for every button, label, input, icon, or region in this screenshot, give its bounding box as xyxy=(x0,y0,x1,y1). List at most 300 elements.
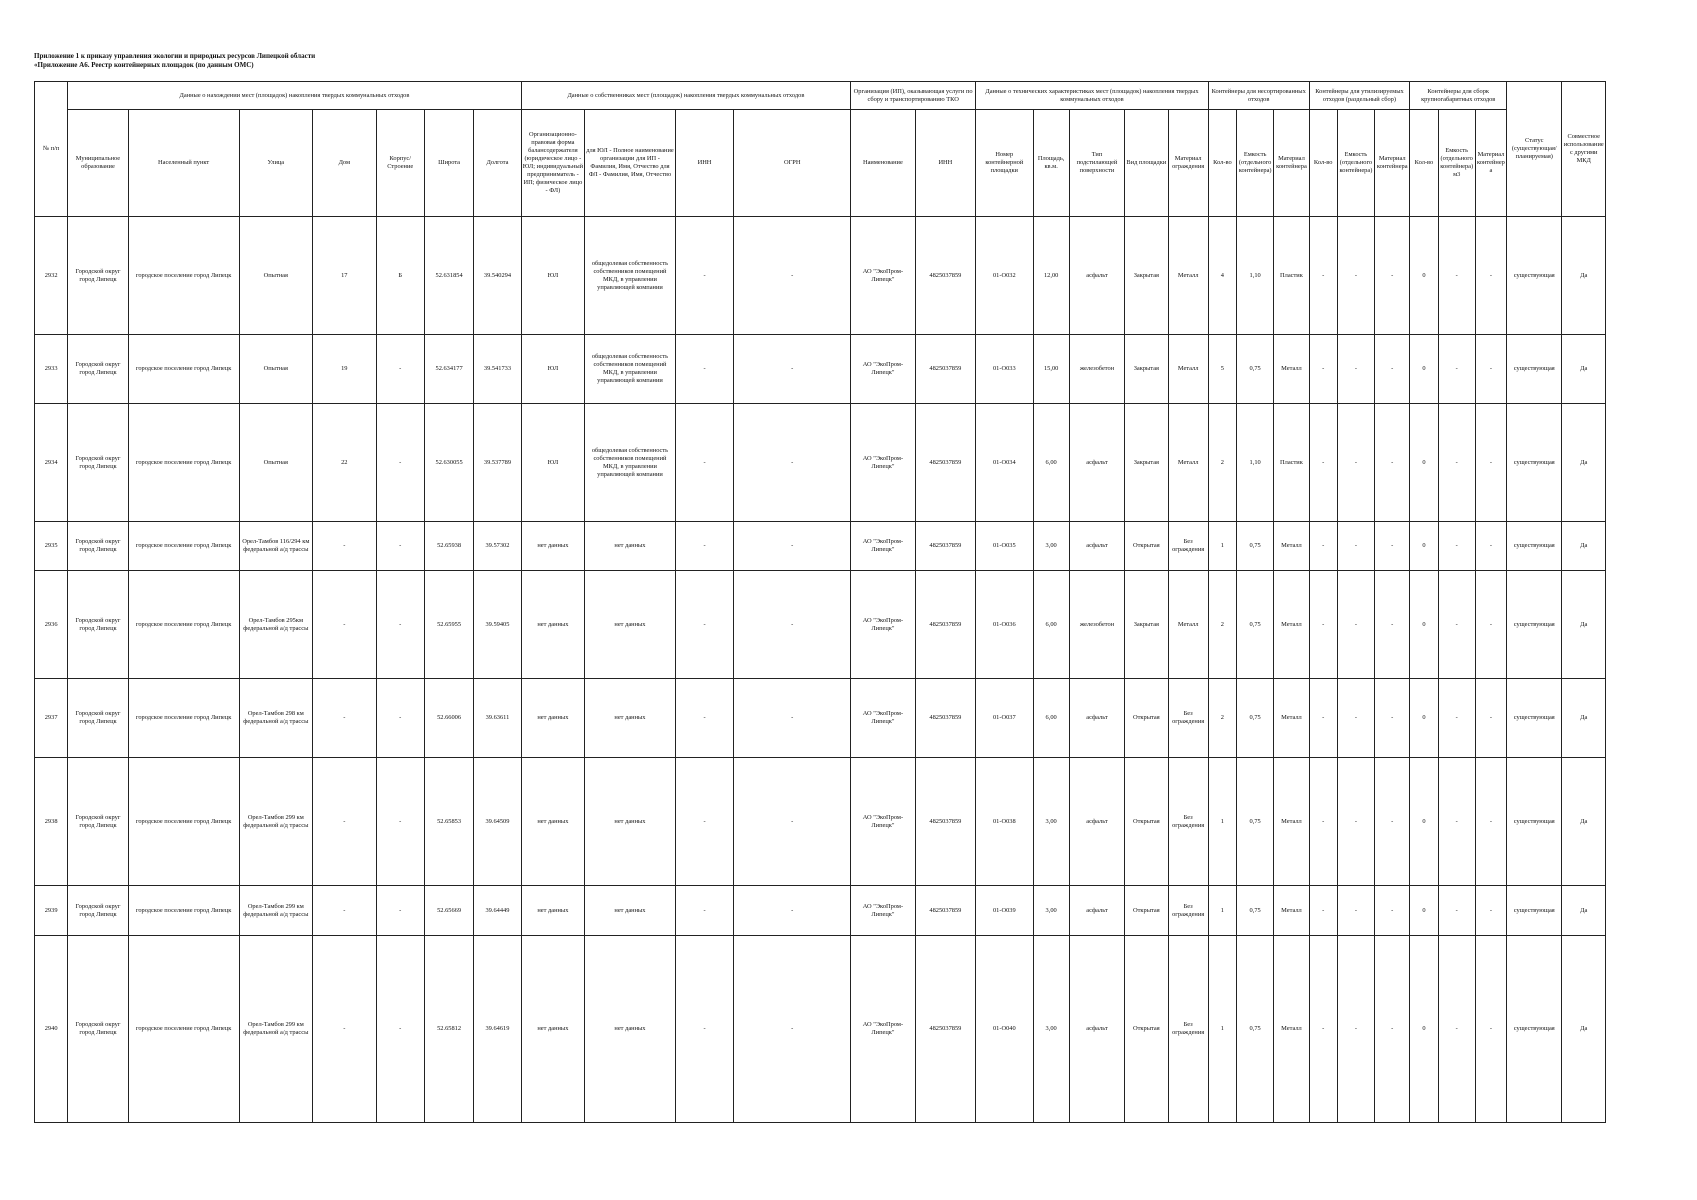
col-building: Корпус/Строение xyxy=(376,110,424,217)
col-recyclable-material: Материал контейнера xyxy=(1375,110,1410,217)
cell-legal-form: нет данных xyxy=(521,571,584,679)
cell-bulky-capacity: - xyxy=(1438,335,1475,404)
cell-shared: Да xyxy=(1562,404,1606,522)
table-row xyxy=(35,335,1606,404)
cell-street: Орел-Тамбов 295км федеральной а/д трассы xyxy=(239,571,313,679)
cell-surface: железобетон xyxy=(1069,335,1124,404)
cell-lon: 39.537789 xyxy=(474,404,521,522)
cell-building: - xyxy=(376,404,424,522)
cell-operator-inn: 4825037859 xyxy=(915,936,975,1123)
cell-legal-form: ЮЛ xyxy=(521,217,584,335)
cell-inn: - xyxy=(675,758,733,886)
cell-recyclable-capacity: - xyxy=(1337,679,1374,758)
cell-bulky-capacity: - xyxy=(1438,936,1475,1123)
cell-recyclable-count: - xyxy=(1309,886,1337,936)
cell-num: 2937 xyxy=(35,679,68,758)
cell-site-type: Закрытая xyxy=(1125,571,1168,679)
column-header-row xyxy=(35,110,1606,217)
cell-ogrn: - xyxy=(734,758,851,886)
cell-bulky-material: - xyxy=(1475,886,1506,936)
header-status: Статус (существующая/планируемая) xyxy=(1507,82,1562,217)
cell-recyclable-material: - xyxy=(1375,758,1410,886)
cell-operator-inn: 4825037859 xyxy=(915,886,975,936)
cell-shared: Да xyxy=(1562,886,1606,936)
cell-unsorted-material: Металл xyxy=(1274,522,1309,571)
cell-bulky-material: - xyxy=(1475,679,1506,758)
cell-street: Опытная xyxy=(239,404,313,522)
cell-municipality: Городской округ город Липецк xyxy=(68,886,128,936)
cell-area: 3,00 xyxy=(1033,758,1069,886)
cell-bulky-count: 0 xyxy=(1410,522,1438,571)
cell-unsorted-material: Металл xyxy=(1274,936,1309,1123)
cell-unsorted-count: 1 xyxy=(1208,758,1236,886)
cell-legal-form: нет данных xyxy=(521,758,584,886)
cell-site-type: Открытая xyxy=(1125,936,1168,1123)
cell-surface: асфальт xyxy=(1069,404,1124,522)
cell-owner-name: нет данных xyxy=(585,758,676,886)
cell-operator-inn: 4825037859 xyxy=(915,758,975,886)
header-bulky-group: Контейнеры для сборк крупногабаритных отходов xyxy=(1410,82,1507,110)
cell-street: Орел-Тамбов 116/294 км федеральной а/д трассы xyxy=(239,522,313,571)
cell-recyclable-material: - xyxy=(1375,886,1410,936)
cell-unsorted-material: Металл xyxy=(1274,679,1309,758)
cell-inn: - xyxy=(675,335,733,404)
cell-inn: - xyxy=(675,522,733,571)
cell-bulky-count: 0 xyxy=(1410,571,1438,679)
cell-inn: - xyxy=(675,936,733,1123)
cell-bulky-capacity: - xyxy=(1438,217,1475,335)
cell-lon: 39.64449 xyxy=(474,886,521,936)
cell-lon: 39.541733 xyxy=(474,335,521,404)
cell-legal-form: нет данных xyxy=(521,522,584,571)
col-legal-form: Организационно-правовая форма балансодержателя (юридическое лицо - ЮЛ; индивидуальный предприниматель - ИП; физическое лицо - ФЛ) xyxy=(521,110,584,217)
cell-unsorted-material: Металл xyxy=(1274,758,1309,886)
cell-building: - xyxy=(376,571,424,679)
cell-surface: асфальт xyxy=(1069,758,1124,886)
cell-legal-form: ЮЛ xyxy=(521,404,584,522)
cell-operator-inn: 4825037859 xyxy=(915,217,975,335)
cell-recyclable-capacity: - xyxy=(1337,886,1374,936)
cell-lat: 52.65938 xyxy=(424,522,473,571)
group-header-row xyxy=(35,82,1606,110)
col-street: Улица xyxy=(239,110,313,217)
cell-site-number: 01-О037 xyxy=(976,679,1033,758)
cell-num: 2932 xyxy=(35,217,68,335)
cell-settlement: городское поселение город Липецк xyxy=(128,936,239,1123)
cell-bulky-capacity: - xyxy=(1438,522,1475,571)
cell-recyclable-capacity: - xyxy=(1337,404,1374,522)
col-inn: ИНН xyxy=(675,110,733,217)
cell-area: 3,00 xyxy=(1033,522,1069,571)
table-row xyxy=(35,886,1606,936)
cell-settlement: городское поселение город Липецк xyxy=(128,886,239,936)
cell-area: 6,00 xyxy=(1033,404,1069,522)
cell-fence: Без ограждения xyxy=(1168,679,1208,758)
cell-bulky-material: - xyxy=(1475,335,1506,404)
cell-site-type: Закрытая xyxy=(1125,217,1168,335)
cell-legal-form: нет данных xyxy=(521,886,584,936)
cell-municipality: Городской округ город Липецк xyxy=(68,936,128,1123)
header-recyclable-group: Контейнеры для утилизируемых отходов (раздельный сбор) xyxy=(1309,82,1410,110)
cell-recyclable-capacity: - xyxy=(1337,335,1374,404)
cell-unsorted-count: 2 xyxy=(1208,404,1236,522)
cell-building: - xyxy=(376,886,424,936)
cell-operator-name: АО "ЭкоПром-Липецк" xyxy=(851,217,915,335)
cell-lat: 52.630055 xyxy=(424,404,473,522)
cell-recyclable-capacity: - xyxy=(1337,758,1374,886)
cell-lat: 52.65955 xyxy=(424,571,473,679)
cell-num: 2938 xyxy=(35,758,68,886)
header-tech-group: Данные о технических характеристиках мест (площадок) накопления твердых коммунальных отходов xyxy=(976,82,1209,110)
cell-operator-name: АО "ЭкоПром-Липецк" xyxy=(851,886,915,936)
cell-recyclable-count: - xyxy=(1309,758,1337,886)
cell-surface: асфальт xyxy=(1069,936,1124,1123)
cell-unsorted-capacity: 1,10 xyxy=(1237,217,1274,335)
table-row xyxy=(35,404,1606,522)
cell-municipality: Городской округ город Липецк xyxy=(68,404,128,522)
cell-owner-name: общедолевая собственность собственников помещений МКД, в управлении управляющей компании xyxy=(585,404,676,522)
cell-surface: асфальт xyxy=(1069,217,1124,335)
col-municipality: Муниципальное образование xyxy=(68,110,128,217)
cell-unsorted-count: 1 xyxy=(1208,522,1236,571)
cell-ogrn: - xyxy=(734,522,851,571)
cell-operator-name: АО "ЭкоПром-Липецк" xyxy=(851,404,915,522)
cell-unsorted-count: 2 xyxy=(1208,571,1236,679)
cell-surface: железобетон xyxy=(1069,571,1124,679)
cell-recyclable-count: - xyxy=(1309,217,1337,335)
cell-house: 22 xyxy=(313,404,376,522)
cell-num: 2934 xyxy=(35,404,68,522)
cell-bulky-material: - xyxy=(1475,217,1506,335)
cell-house: - xyxy=(313,758,376,886)
cell-shared: Да xyxy=(1562,335,1606,404)
cell-bulky-material: - xyxy=(1475,936,1506,1123)
col-bulky-capacity: Емкость (отдельного контейнера) м3 xyxy=(1438,110,1475,217)
table-row xyxy=(35,522,1606,571)
cell-bulky-capacity: - xyxy=(1438,404,1475,522)
cell-house: - xyxy=(313,936,376,1123)
cell-legal-form: нет данных xyxy=(521,679,584,758)
cell-bulky-count: 0 xyxy=(1410,404,1438,522)
cell-street: Орел-Тамбов 299 км федеральной а/д трассы xyxy=(239,886,313,936)
cell-site-number: 01-О038 xyxy=(976,758,1033,886)
cell-status: существующая xyxy=(1507,936,1562,1123)
cell-house: - xyxy=(313,886,376,936)
cell-area: 12,00 xyxy=(1033,217,1069,335)
cell-unsorted-material: Металл xyxy=(1274,886,1309,936)
cell-building: - xyxy=(376,335,424,404)
cell-site-number: 01-О035 xyxy=(976,522,1033,571)
cell-lon: 39.57302 xyxy=(474,522,521,571)
cell-bulky-count: 0 xyxy=(1410,758,1438,886)
cell-lon: 39.64619 xyxy=(474,936,521,1123)
cell-recyclable-capacity: - xyxy=(1337,522,1374,571)
cell-settlement: городское поселение город Липецк xyxy=(128,758,239,886)
cell-site-number: 01-О032 xyxy=(976,217,1033,335)
cell-fence: Металл xyxy=(1168,404,1208,522)
cell-recyclable-count: - xyxy=(1309,571,1337,679)
cell-site-type: Закрытая xyxy=(1125,404,1168,522)
cell-unsorted-count: 4 xyxy=(1208,217,1236,335)
cell-status: существующая xyxy=(1507,522,1562,571)
cell-unsorted-capacity: 0,75 xyxy=(1237,679,1274,758)
cell-shared: Да xyxy=(1562,936,1606,1123)
cell-unsorted-material: Пластик xyxy=(1274,217,1309,335)
cell-lat: 52.634177 xyxy=(424,335,473,404)
cell-municipality: Городской округ город Липецк xyxy=(68,217,128,335)
cell-operator-name: АО "ЭкоПром-Липецк" xyxy=(851,679,915,758)
cell-status: существующая xyxy=(1507,404,1562,522)
cell-ogrn: - xyxy=(734,404,851,522)
cell-operator-name: АО "ЭкоПром-Липецк" xyxy=(851,335,915,404)
cell-unsorted-capacity: 0,75 xyxy=(1237,571,1274,679)
col-settlement: Населенный пункт xyxy=(128,110,239,217)
cell-municipality: Городской округ город Липецк xyxy=(68,679,128,758)
cell-municipality: Городской округ город Липецк xyxy=(68,522,128,571)
cell-house: - xyxy=(313,571,376,679)
cell-recyclable-count: - xyxy=(1309,679,1337,758)
cell-site-number: 01-О033 xyxy=(976,335,1033,404)
cell-shared: Да xyxy=(1562,679,1606,758)
col-lon: Долгота xyxy=(474,110,521,217)
cell-surface: асфальт xyxy=(1069,522,1124,571)
cell-street: Опытная xyxy=(239,335,313,404)
cell-bulky-capacity: - xyxy=(1438,679,1475,758)
cell-unsorted-capacity: 0,75 xyxy=(1237,335,1274,404)
col-unsorted-material: Материал контейнера xyxy=(1274,110,1309,217)
cell-legal-form: нет данных xyxy=(521,936,584,1123)
cell-legal-form: ЮЛ xyxy=(521,335,584,404)
header-owners-group: Данные о собственниках мест (площадок) накопления твердых коммунальных отходов xyxy=(521,82,851,110)
cell-unsorted-material: Пластик xyxy=(1274,404,1309,522)
cell-status: существующая xyxy=(1507,886,1562,936)
cell-ogrn: - xyxy=(734,571,851,679)
cell-owner-name: нет данных xyxy=(585,679,676,758)
col-unsorted-count: Кол-во xyxy=(1208,110,1236,217)
cell-municipality: Городской округ город Липецк xyxy=(68,335,128,404)
cell-municipality: Городской округ город Липецк xyxy=(68,758,128,886)
table-row xyxy=(35,679,1606,758)
cell-bulky-count: 0 xyxy=(1410,679,1438,758)
cell-operator-name: АО "ЭкоПром-Липецк" xyxy=(851,522,915,571)
cell-settlement: городское поселение город Липецк xyxy=(128,522,239,571)
table-row xyxy=(35,571,1606,679)
cell-fence: Без ограждения xyxy=(1168,758,1208,886)
cell-site-number: 01-О036 xyxy=(976,571,1033,679)
cell-recyclable-count: - xyxy=(1309,404,1337,522)
cell-bulky-capacity: - xyxy=(1438,571,1475,679)
cell-operator-inn: 4825037859 xyxy=(915,335,975,404)
cell-status: существующая xyxy=(1507,217,1562,335)
cell-street: Опытная xyxy=(239,217,313,335)
cell-site-type: Закрытая xyxy=(1125,335,1168,404)
cell-recyclable-material: - xyxy=(1375,404,1410,522)
col-fence: Материал ограждения xyxy=(1168,110,1208,217)
cell-site-number: 01-О040 xyxy=(976,936,1033,1123)
cell-lat: 52.65853 xyxy=(424,758,473,886)
cell-unsorted-material: Металл xyxy=(1274,571,1309,679)
col-owner-name: для ЮЛ - Полное наименование организации для ИП - Фамилия, Имя, Отчество для ФЛ - Фамилия, Имя, Отчество xyxy=(585,110,676,217)
cell-operator-name: АО "ЭкоПром-Липецк" xyxy=(851,936,915,1123)
cell-recyclable-material: - xyxy=(1375,217,1410,335)
cell-owner-name: нет данных xyxy=(585,571,676,679)
cell-num: 2933 xyxy=(35,335,68,404)
cell-ogrn: - xyxy=(734,936,851,1123)
table-row xyxy=(35,936,1606,1123)
cell-settlement: городское поселение город Липецк xyxy=(128,679,239,758)
cell-settlement: городское поселение город Липецк xyxy=(128,335,239,404)
cell-unsorted-count: 1 xyxy=(1208,886,1236,936)
col-lat: Широта xyxy=(424,110,473,217)
col-house: Дом xyxy=(313,110,376,217)
cell-status: существующая xyxy=(1507,758,1562,886)
header-shared: Совместное использование с другими МКД xyxy=(1562,82,1606,217)
cell-area: 3,00 xyxy=(1033,886,1069,936)
cell-area: 6,00 xyxy=(1033,679,1069,758)
cell-shared: Да xyxy=(1562,571,1606,679)
col-site-type: Вид площадки xyxy=(1125,110,1168,217)
cell-site-type: Открытая xyxy=(1125,886,1168,936)
cell-inn: - xyxy=(675,404,733,522)
cell-shared: Да xyxy=(1562,217,1606,335)
cell-inn: - xyxy=(675,217,733,335)
cell-surface: асфальт xyxy=(1069,679,1124,758)
cell-building: Б xyxy=(376,217,424,335)
container-sites-registry-table xyxy=(34,81,1606,1123)
cell-lat: 52.65812 xyxy=(424,936,473,1123)
title-line-1: Приложение 1 к приказу управления экологии и природных ресурсов Липецкой области xyxy=(34,52,316,60)
col-operator-inn: ИНН xyxy=(915,110,975,217)
cell-inn: - xyxy=(675,679,733,758)
cell-recyclable-material: - xyxy=(1375,936,1410,1123)
col-operator-name: Наименование xyxy=(851,110,915,217)
cell-num: 2936 xyxy=(35,571,68,679)
cell-bulky-material: - xyxy=(1475,404,1506,522)
cell-fence: Металл xyxy=(1168,217,1208,335)
cell-ogrn: - xyxy=(734,679,851,758)
cell-operator-inn: 4825037859 xyxy=(915,404,975,522)
cell-inn: - xyxy=(675,571,733,679)
cell-recyclable-material: - xyxy=(1375,335,1410,404)
cell-unsorted-capacity: 0,75 xyxy=(1237,936,1274,1123)
cell-area: 15,00 xyxy=(1033,335,1069,404)
cell-operator-inn: 4825037859 xyxy=(915,522,975,571)
cell-recyclable-count: - xyxy=(1309,936,1337,1123)
cell-operator-inn: 4825037859 xyxy=(915,679,975,758)
cell-site-type: Открытая xyxy=(1125,679,1168,758)
cell-fence: Металл xyxy=(1168,571,1208,679)
col-recyclable-count: Кол-во xyxy=(1309,110,1337,217)
cell-ogrn: - xyxy=(734,886,851,936)
cell-house: - xyxy=(313,522,376,571)
cell-surface: асфальт xyxy=(1069,886,1124,936)
cell-bulky-capacity: - xyxy=(1438,758,1475,886)
cell-building: - xyxy=(376,679,424,758)
col-recyclable-capacity: Емкость (отдельного контейнера) xyxy=(1337,110,1374,217)
col-ogrn: ОГРН xyxy=(734,110,851,217)
cell-site-number: 01-О039 xyxy=(976,886,1033,936)
cell-owner-name: нет данных xyxy=(585,886,676,936)
cell-status: существующая xyxy=(1507,335,1562,404)
col-site-number: Номер контейнерной площадки xyxy=(976,110,1033,217)
cell-site-number: 01-О034 xyxy=(976,404,1033,522)
cell-recyclable-material: - xyxy=(1375,679,1410,758)
title-line-2: «Приложение А6. Реестр контейнерных площадок (по данным ОМС) xyxy=(34,61,254,69)
cell-house: 19 xyxy=(313,335,376,404)
cell-recyclable-capacity: - xyxy=(1337,217,1374,335)
cell-area: 6,00 xyxy=(1033,571,1069,679)
cell-bulky-count: 0 xyxy=(1410,217,1438,335)
cell-unsorted-capacity: 0,75 xyxy=(1237,758,1274,886)
cell-municipality: Городской округ город Липецк xyxy=(68,571,128,679)
cell-building: - xyxy=(376,522,424,571)
cell-bulky-count: 0 xyxy=(1410,335,1438,404)
col-surface: Тип подстилающей поверхности xyxy=(1069,110,1124,217)
cell-ogrn: - xyxy=(734,335,851,404)
header-num: № п/п xyxy=(35,82,68,217)
cell-street: Орел-Тамбов 299 км федеральной а/д трассы xyxy=(239,936,313,1123)
cell-unsorted-capacity: 1,10 xyxy=(1237,404,1274,522)
cell-recyclable-capacity: - xyxy=(1337,936,1374,1123)
cell-recyclable-count: - xyxy=(1309,335,1337,404)
cell-recyclable-material: - xyxy=(1375,571,1410,679)
cell-building: - xyxy=(376,758,424,886)
col-unsorted-capacity: Емкость (отдельного контейнера) xyxy=(1237,110,1274,217)
table-row xyxy=(35,217,1606,335)
cell-bulky-material: - xyxy=(1475,571,1506,679)
cell-unsorted-count: 1 xyxy=(1208,936,1236,1123)
cell-operator-name: АО "ЭкоПром-Липецк" xyxy=(851,571,915,679)
cell-bulky-capacity: - xyxy=(1438,886,1475,936)
cell-fence: Без ограждения xyxy=(1168,936,1208,1123)
cell-unsorted-capacity: 0,75 xyxy=(1237,886,1274,936)
cell-unsorted-material: Металл xyxy=(1274,335,1309,404)
cell-bulky-count: 0 xyxy=(1410,936,1438,1123)
cell-site-type: Открытая xyxy=(1125,758,1168,886)
cell-house: - xyxy=(313,679,376,758)
cell-unsorted-capacity: 0,75 xyxy=(1237,522,1274,571)
cell-lat: 52.66006 xyxy=(424,679,473,758)
cell-area: 3,00 xyxy=(1033,936,1069,1123)
cell-unsorted-count: 5 xyxy=(1208,335,1236,404)
cell-fence: Без ограждения xyxy=(1168,886,1208,936)
cell-num: 2940 xyxy=(35,936,68,1123)
table-row xyxy=(35,758,1606,886)
cell-recyclable-count: - xyxy=(1309,522,1337,571)
cell-lat: 52.65669 xyxy=(424,886,473,936)
cell-lon: 39.540294 xyxy=(474,217,521,335)
cell-house: 17 xyxy=(313,217,376,335)
cell-fence: Без ограждения xyxy=(1168,522,1208,571)
document-title xyxy=(34,52,315,70)
cell-inn: - xyxy=(675,886,733,936)
cell-bulky-count: 0 xyxy=(1410,886,1438,936)
cell-owner-name: общедолевая собственность собственников помещений МКД, в управлении управляющей компании xyxy=(585,217,676,335)
cell-fence: Металл xyxy=(1168,335,1208,404)
col-area: Площадь, кв.м. xyxy=(1033,110,1069,217)
cell-owner-name: нет данных xyxy=(585,522,676,571)
cell-unsorted-count: 2 xyxy=(1208,679,1236,758)
cell-recyclable-material: - xyxy=(1375,522,1410,571)
cell-settlement: городское поселение город Липецк xyxy=(128,404,239,522)
cell-bulky-material: - xyxy=(1475,522,1506,571)
cell-lat: 52.631854 xyxy=(424,217,473,335)
cell-street: Орел-Тамбов 298 км федеральной а/д трассы xyxy=(239,679,313,758)
cell-settlement: городское поселение город Липецк xyxy=(128,217,239,335)
header-operator-group: Организация (ИП), оказывающая услуги по сбору и транспортированию ТКО xyxy=(851,82,976,110)
cell-street: Орел-Тамбов 299 км федеральной а/д трассы xyxy=(239,758,313,886)
cell-ogrn: - xyxy=(734,217,851,335)
